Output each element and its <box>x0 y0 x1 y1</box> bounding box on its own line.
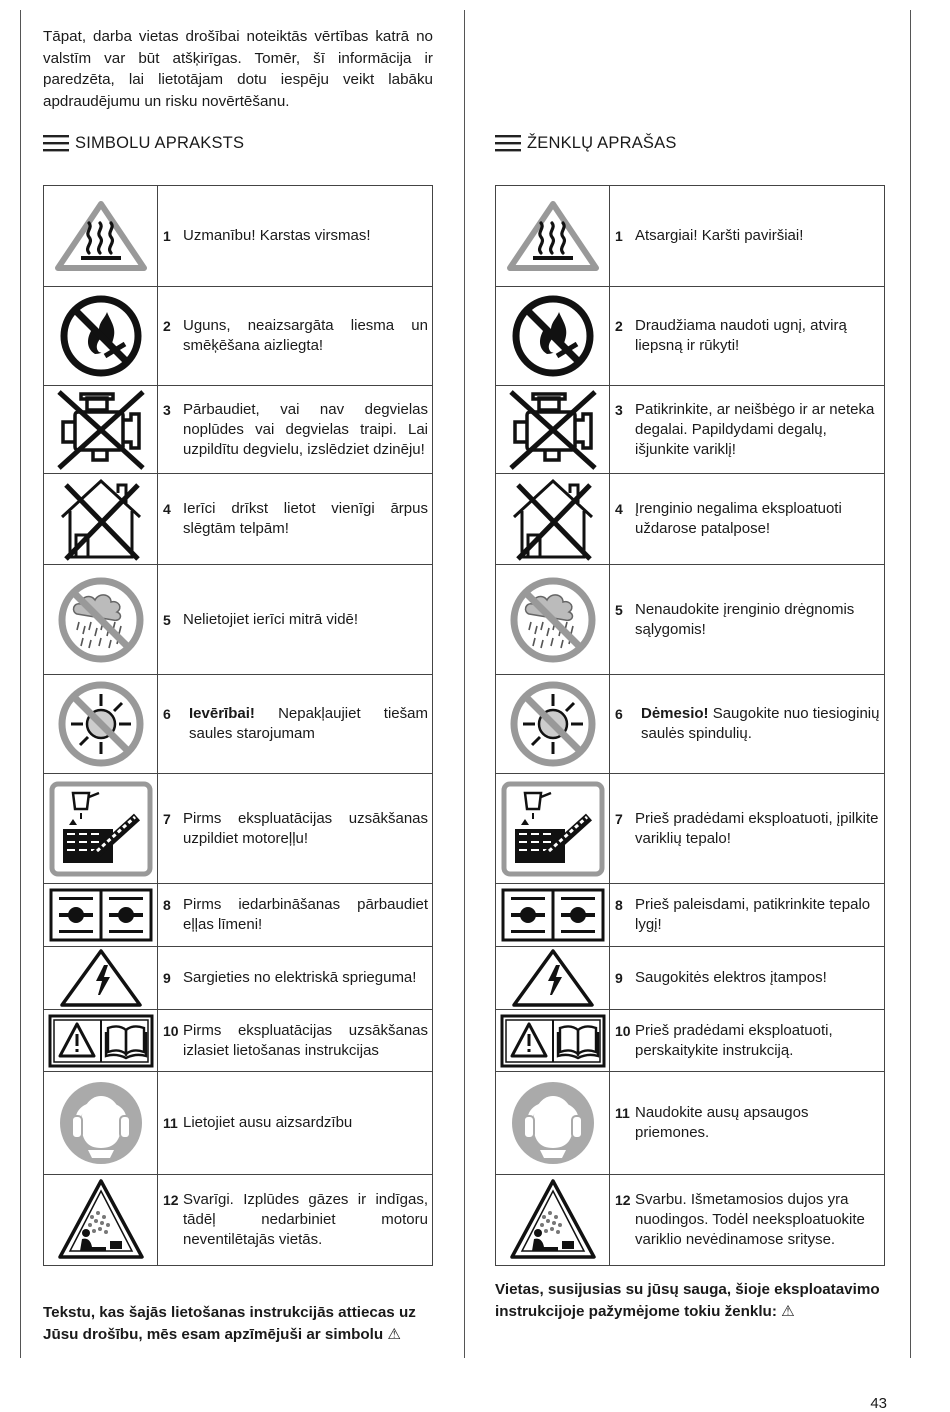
symbol-description-cell <box>158 947 433 1010</box>
symbol-text: Nelietojiet ierīci mitrā vidē! <box>183 610 359 628</box>
symbol-description-cell <box>158 186 433 287</box>
symbol-icon-cell <box>496 884 610 947</box>
symbol-text: Pārbaudiet, vai nav degvielas noplūdes vai degvielas traipi. Lai uzpildītu degvielu, izslēdziet dzinēju! <box>183 400 428 458</box>
symbol-description <box>163 610 428 630</box>
symbol-icon-cell <box>496 186 610 287</box>
symbol-icon-cell <box>44 1072 158 1175</box>
symbol-description-cell <box>158 474 433 565</box>
symbol-number: 12 <box>163 1192 179 1208</box>
symbol-description-cell <box>158 1072 433 1175</box>
symbol-icon-cell <box>44 884 158 947</box>
check-oil-level-icon <box>501 888 605 942</box>
symbol-icon-cell <box>496 474 610 565</box>
no-wet-conditions-icon <box>509 576 597 664</box>
symbol-number: 6 <box>163 706 171 722</box>
symbol-icon-cell <box>44 287 158 386</box>
symbol-description <box>615 968 880 988</box>
symbol-icon-cell <box>44 1175 158 1266</box>
symbol-description <box>163 400 428 460</box>
symbol-description-cell <box>610 774 885 884</box>
symbol-description <box>163 226 428 246</box>
symbol-number: 2 <box>163 318 171 334</box>
symbol-text-emphasis: Dėmesio! <box>641 705 709 722</box>
symbol-row <box>44 1010 433 1072</box>
symbol-number: 11 <box>615 1105 630 1121</box>
symbol-text <box>183 704 428 744</box>
center-divider-line <box>464 10 465 1358</box>
symbol-text: Lietojiet ausu aizsardzību <box>183 1114 353 1131</box>
left-margin-line <box>20 10 21 1358</box>
symbol-icon-cell <box>44 186 158 287</box>
symbol-description-cell <box>610 884 885 947</box>
symbol-icon-cell <box>496 1175 610 1266</box>
symbol-number: 4 <box>615 501 623 517</box>
symbol-row <box>44 186 433 287</box>
menu-lines-icon <box>495 135 521 152</box>
symbol-number: 4 <box>163 501 171 517</box>
no-open-flame-icon <box>59 294 143 378</box>
section-heading-left <box>43 134 244 153</box>
symbol-description-cell <box>158 287 433 386</box>
check-oil-level-icon <box>49 888 153 942</box>
read-manual-icon <box>48 1014 154 1068</box>
symbol-row <box>496 774 885 884</box>
symbol-description-cell <box>158 1175 433 1266</box>
symbol-number: 8 <box>615 897 623 913</box>
symbol-text: Naudokite ausų apsaugos priemones. <box>635 1104 809 1141</box>
symbol-description <box>163 895 428 935</box>
symbol-text: Pirms iedarbināšanas pārbaudiet eļļas līmeni! <box>183 896 428 933</box>
symbol-description-cell <box>158 565 433 675</box>
symbol-icon-cell <box>496 675 610 774</box>
symbol-row <box>496 1072 885 1175</box>
heading-text: ŽENKLŲ APRAŠAS <box>527 134 677 152</box>
symbol-icon-cell <box>44 1010 158 1072</box>
symbol-number: 7 <box>163 810 171 827</box>
intro-text: Tāpat, darba vietas drošībai noteiktās vērtības katrā no valstīm var būt atšķirīgas. Tomēr, šī informācija ir paredzēta, lai lietotājam dotu iespēju veikt labāku apdraudējumu un risku novērtēšanu. <box>43 28 433 110</box>
symbol-number: 7 <box>615 810 623 827</box>
symbol-description <box>615 809 880 849</box>
symbol-row <box>44 386 433 474</box>
symbol-number: 10 <box>615 1022 631 1039</box>
no-fuel-leak-icon <box>505 388 601 472</box>
symbol-description <box>163 316 428 356</box>
symbol-description <box>163 809 428 849</box>
symbol-number: 1 <box>163 228 171 244</box>
symbol-row <box>44 1175 433 1266</box>
safety-note-right: Vietas, susijusias su jūsų sauga, šioje eksploatavimo instrukcijoje pažymėjome tokiu ženklu: ⚠ <box>495 1281 880 1320</box>
symbol-description-cell <box>610 186 885 287</box>
symbol-text: Draudžiama naudoti ugnį, atvirą liepsną ir rūkyti! <box>635 317 847 354</box>
no-wet-conditions-icon <box>57 576 145 664</box>
symbol-row <box>44 287 433 386</box>
symbol-text: Prieš pradėdami eksploatuoti, įpilkite variklių tepalo! <box>635 809 879 847</box>
symbol-description <box>615 499 880 539</box>
symbol-description-cell <box>158 1010 433 1072</box>
no-direct-sunlight-icon <box>57 680 145 768</box>
symbol-description <box>615 704 880 744</box>
symbol-text: Patikrinkite, ar neišbėgo ir ar neteka degalai. Papildydami degalų, išjunkite variklį! <box>635 400 875 458</box>
symbol-description-cell <box>610 675 885 774</box>
symbol-icon-cell <box>496 1010 610 1072</box>
symbol-description-cell <box>158 386 433 474</box>
symbol-icon-cell <box>496 565 610 675</box>
symbol-icon-cell <box>496 287 610 386</box>
symbol-icon-cell <box>44 565 158 675</box>
symbol-text: Atsargiai! Karšti paviršiai! <box>635 227 804 244</box>
symbol-icon-cell <box>44 774 158 884</box>
no-direct-sunlight-icon <box>509 680 597 768</box>
symbol-icon-cell <box>44 947 158 1010</box>
symbol-description <box>615 316 880 356</box>
toxic-exhaust-fumes-icon <box>508 1177 598 1263</box>
symbol-row <box>496 1010 885 1072</box>
symbol-row <box>496 474 885 565</box>
hot-surface-icon <box>505 199 601 273</box>
symbol-description-cell <box>158 675 433 774</box>
symbol-row <box>44 1072 433 1175</box>
symbol-number: 9 <box>163 970 171 986</box>
symbol-number: 10 <box>163 1022 179 1039</box>
symbol-row <box>44 774 433 884</box>
symbol-row <box>44 675 433 774</box>
wear-ear-protection-icon <box>510 1080 596 1166</box>
symbol-description <box>163 1021 428 1061</box>
symbol-description <box>163 1190 428 1250</box>
symbol-text: Ierīci drīkst lietot vienīgi ārpus slēgtām telpām! <box>183 500 428 537</box>
outdoor-use-only-icon <box>56 477 146 561</box>
symbol-row <box>496 287 885 386</box>
fill-engine-oil-icon <box>501 781 605 877</box>
symbol-description <box>615 1190 880 1250</box>
symbol-description <box>615 600 880 640</box>
symbol-text: Pirms ekspluatācijas uzsākšanas izlasiet lietošanas instrukcijas <box>183 1021 428 1059</box>
section-heading-right <box>495 134 677 153</box>
symbol-text: Svarīgi. Izplūdes gāzes ir indīgas, tādēļ nedarbiniet motoru neventilētajās vietās. <box>183 1191 428 1248</box>
symbol-number: 6 <box>615 706 623 722</box>
symbol-number: 8 <box>163 897 171 913</box>
fill-engine-oil-icon <box>49 781 153 877</box>
symbol-row <box>496 675 885 774</box>
read-manual-icon <box>500 1014 606 1068</box>
symbol-icon-cell <box>496 1072 610 1175</box>
symbol-text-body: Saugokite nuo tiesioginių saulės spindulių. <box>641 705 880 742</box>
symbol-number: 9 <box>615 970 623 986</box>
symbol-description <box>615 895 880 935</box>
symbol-text-body: Nepakļaujiet tiešam saules starojumam <box>189 705 428 742</box>
menu-lines-icon <box>43 135 69 152</box>
symbol-text <box>635 704 880 744</box>
no-open-flame-icon <box>511 294 595 378</box>
symbol-description-cell <box>610 474 885 565</box>
outdoor-use-only-icon <box>508 477 598 561</box>
symbol-number: 12 <box>615 1192 631 1208</box>
symbol-description <box>163 704 428 744</box>
page-number: 43 <box>870 1395 887 1412</box>
toxic-exhaust-fumes-icon <box>56 1177 146 1263</box>
symbol-icon-cell <box>44 386 158 474</box>
symbol-number: 3 <box>615 401 623 418</box>
symbol-table-right <box>495 185 885 1266</box>
hot-surface-icon <box>53 199 149 273</box>
symbol-table-left <box>43 185 433 1266</box>
symbol-description <box>163 1113 428 1133</box>
symbol-description-cell <box>610 947 885 1010</box>
symbol-row <box>496 884 885 947</box>
electric-voltage-warning-icon <box>58 947 144 1009</box>
symbol-text: Uguns, neaizsargāta liesma un smēķēšana aizliegta! <box>183 317 428 354</box>
symbol-row <box>44 565 433 675</box>
symbol-number: 11 <box>163 1115 178 1131</box>
symbol-row <box>44 947 433 1010</box>
symbol-description <box>615 1103 880 1143</box>
symbol-text: Svarbu. Išmetamosios dujos yra nuodingos. Todėl neeksploatuokite variklio nevėdinamose srityse. <box>635 1191 865 1248</box>
symbol-icon-cell <box>44 474 158 565</box>
symbol-text: Saugokitės elektros įtampos! <box>635 969 827 986</box>
symbol-description-cell <box>610 1175 885 1266</box>
symbol-icon-cell <box>496 947 610 1010</box>
symbol-description-cell <box>158 884 433 947</box>
symbol-number: 5 <box>615 601 623 618</box>
symbol-row <box>496 386 885 474</box>
wear-ear-protection-icon <box>58 1080 144 1166</box>
heading-text: SIMBOLU APRAKSTS <box>75 134 245 152</box>
symbol-number: 5 <box>163 611 171 628</box>
no-fuel-leak-icon <box>53 388 149 472</box>
symbol-description-cell <box>610 1072 885 1175</box>
symbol-row <box>496 947 885 1010</box>
symbol-text: Pirms ekspluatācijas uzsākšanas uzpildiet motoreļļu! <box>183 809 428 847</box>
symbol-number: 1 <box>615 228 623 244</box>
safety-note-left: Tekstu, kas šajās lietošanas instrukcijās attiecas uz Jūsu drošību, mēs esam apzīmējuši ar simbolu ⚠ <box>43 1304 416 1343</box>
symbol-row <box>496 186 885 287</box>
symbol-description-cell <box>610 565 885 675</box>
symbol-description <box>615 226 880 246</box>
right-margin-line <box>910 10 911 1358</box>
symbol-number: 3 <box>163 401 171 418</box>
symbol-icon-cell <box>496 774 610 884</box>
symbol-text-emphasis: Ievērībai! <box>189 705 255 722</box>
symbol-row <box>496 1175 885 1266</box>
symbol-description-cell <box>610 386 885 474</box>
symbol-text: Sargieties no elektriskā sprieguma! <box>183 969 417 986</box>
symbol-description-cell <box>158 774 433 884</box>
symbol-icon-cell <box>496 386 610 474</box>
symbol-description <box>615 400 880 460</box>
symbol-text: Uzmanību! Karstas virsmas! <box>183 227 371 244</box>
symbol-description <box>163 968 428 988</box>
symbol-description-cell <box>610 1010 885 1072</box>
symbol-text: Prieš pradėdami eksploatuoti, perskaitykite instrukciją. <box>635 1021 833 1059</box>
symbol-text: Prieš paleisdami, patikrinkite tepalo lygį! <box>635 896 871 933</box>
electric-voltage-warning-icon <box>510 947 596 1009</box>
symbol-description-cell <box>610 287 885 386</box>
symbol-icon-cell <box>44 675 158 774</box>
symbol-text: Įrenginio negalima eksploatuoti uždarose patalpose! <box>635 500 842 537</box>
symbol-number: 2 <box>615 318 623 334</box>
symbol-row <box>44 474 433 565</box>
symbol-row <box>44 884 433 947</box>
symbol-text: Nenaudokite įrenginio drėgnomis sąlygomis! <box>635 600 855 638</box>
symbol-description <box>615 1021 880 1061</box>
symbol-description <box>163 499 428 539</box>
symbol-row <box>496 565 885 675</box>
